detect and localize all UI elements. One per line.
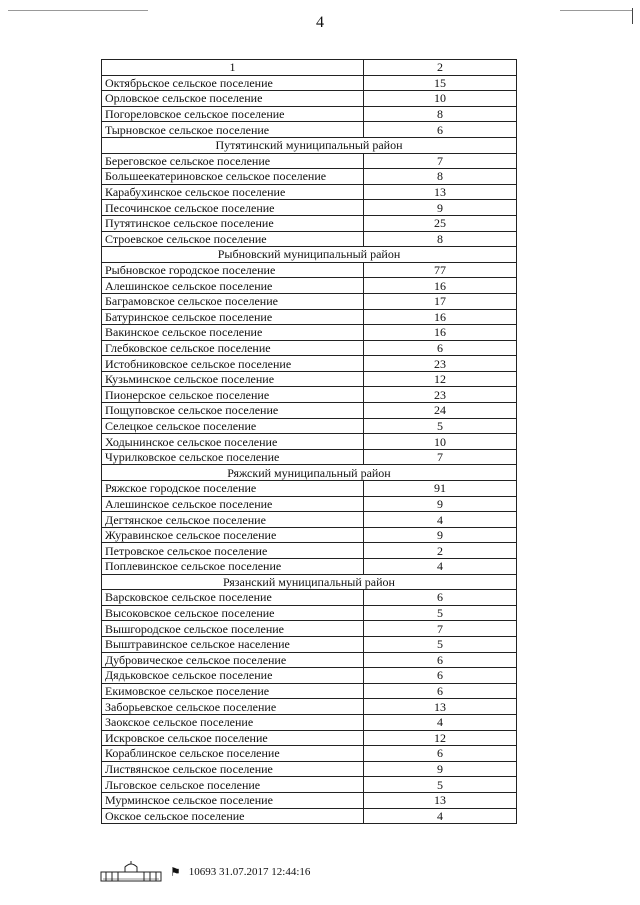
settlement-name: Дегтянское сельское поселение xyxy=(102,512,364,528)
table-row xyxy=(102,169,517,185)
section-row xyxy=(102,574,517,590)
table-row xyxy=(102,714,517,730)
settlement-count: 5 xyxy=(364,777,517,793)
table-row xyxy=(102,652,517,668)
column-header-1: 1 xyxy=(102,60,364,76)
settlement-name: Пионерское сельское поселение xyxy=(102,387,364,403)
table-row xyxy=(102,683,517,699)
table-row xyxy=(102,278,517,294)
settlement-count: 4 xyxy=(364,512,517,528)
settlement-count: 5 xyxy=(364,605,517,621)
table-row xyxy=(102,215,517,231)
settlement-count: 5 xyxy=(364,636,517,652)
table-row xyxy=(102,808,517,824)
settlement-name: Вышгородское сельское поселение xyxy=(102,621,364,637)
settlement-name: Вакинское сельское поселение xyxy=(102,325,364,341)
settlement-count: 6 xyxy=(364,340,517,356)
settlement-name: Журавинское сельское поселение xyxy=(102,527,364,543)
settlement-name: Селецкое сельское поселение xyxy=(102,418,364,434)
settlement-count: 9 xyxy=(364,496,517,512)
table-row xyxy=(102,106,517,122)
settlement-name: Дубровическое сельское поселение xyxy=(102,652,364,668)
settlement-name: Истобниковское сельское поселение xyxy=(102,356,364,372)
table-row xyxy=(102,184,517,200)
settlements-table xyxy=(101,59,517,824)
table-row xyxy=(102,403,517,419)
settlement-name: Алешинское сельское поселение xyxy=(102,278,364,294)
settlement-name: Путятинское сельское поселение xyxy=(102,215,364,231)
settlement-name: Екимовское сельское поселение xyxy=(102,683,364,699)
settlement-count: 6 xyxy=(364,683,517,699)
settlement-count: 8 xyxy=(364,169,517,185)
settlement-count: 13 xyxy=(364,792,517,808)
footer xyxy=(100,861,310,883)
settlement-name: Варсковское сельское поселение xyxy=(102,590,364,606)
duma-seal-icon xyxy=(100,861,162,883)
settlement-count: 7 xyxy=(364,449,517,465)
settlement-count: 10 xyxy=(364,434,517,450)
table-row xyxy=(102,559,517,575)
flag-icon: ⚑ xyxy=(170,865,181,879)
settlement-name: Выштравинское сельское население xyxy=(102,636,364,652)
settlement-name: Строевское сельское поселение xyxy=(102,231,364,247)
district-heading: Путятинский муниципальный район xyxy=(102,137,517,153)
settlement-name: Алешинское сельское поселение xyxy=(102,496,364,512)
settlement-name: Чурилковское сельское поселение xyxy=(102,449,364,465)
table-row xyxy=(102,481,517,497)
settlement-name: Погореловское сельское поселение xyxy=(102,106,364,122)
section-row xyxy=(102,247,517,263)
settlement-count: 6 xyxy=(364,668,517,684)
settlement-name: Льговское сельское поселение xyxy=(102,777,364,793)
settlement-name: Искровское сельское поселение xyxy=(102,730,364,746)
district-heading: Рыбновский муниципальный район xyxy=(102,247,517,263)
settlement-name: Высоковское сельское поселение xyxy=(102,605,364,621)
settlement-count: 4 xyxy=(364,559,517,575)
settlement-count: 12 xyxy=(364,730,517,746)
settlement-count: 24 xyxy=(364,403,517,419)
settlement-count: 9 xyxy=(364,200,517,216)
settlement-count: 23 xyxy=(364,356,517,372)
settlement-name: Тырновское сельское поселение xyxy=(102,122,364,138)
settlement-name: Рыбновское городское поселение xyxy=(102,262,364,278)
table-row xyxy=(102,761,517,777)
table-row xyxy=(102,792,517,808)
settlement-count: 91 xyxy=(364,481,517,497)
settlement-count: 6 xyxy=(364,122,517,138)
district-heading: Рязанский муниципальный район xyxy=(102,574,517,590)
table-row xyxy=(102,668,517,684)
settlement-name: Кузьминское сельское поселение xyxy=(102,371,364,387)
settlement-name: Карабухинское сельское поселение xyxy=(102,184,364,200)
table-row xyxy=(102,309,517,325)
table-row xyxy=(102,636,517,652)
settlement-count: 6 xyxy=(364,746,517,762)
settlement-count: 6 xyxy=(364,652,517,668)
table-row xyxy=(102,746,517,762)
settlement-count: 4 xyxy=(364,808,517,824)
settlement-name: Октябрьское сельское поселение xyxy=(102,75,364,91)
settlement-count: 23 xyxy=(364,387,517,403)
settlement-count: 17 xyxy=(364,293,517,309)
settlement-count: 6 xyxy=(364,590,517,606)
settlement-name: Листвянское сельское поселение xyxy=(102,761,364,777)
table-row xyxy=(102,122,517,138)
settlement-count: 7 xyxy=(364,621,517,637)
settlement-count: 5 xyxy=(364,418,517,434)
table-row xyxy=(102,200,517,216)
settlement-count: 77 xyxy=(364,262,517,278)
document-stamp: 10693 31.07.2017 12:44:16 xyxy=(188,866,311,878)
settlement-count: 10 xyxy=(364,91,517,107)
table-row xyxy=(102,590,517,606)
settlement-name: Баграмовское сельское поселение xyxy=(102,293,364,309)
table-row xyxy=(102,512,517,528)
table-row xyxy=(102,340,517,356)
settlement-name: Пощуповское сельское поселение xyxy=(102,403,364,419)
settlement-count: 15 xyxy=(364,75,517,91)
settlement-name: Батуринское сельское поселение xyxy=(102,309,364,325)
settlement-name: Окское сельское поселение xyxy=(102,808,364,824)
settlement-count: 16 xyxy=(364,278,517,294)
settlement-count: 2 xyxy=(364,543,517,559)
table-row xyxy=(102,730,517,746)
settlement-name: Большеекатериновское сельское поселение xyxy=(102,169,364,185)
table-row xyxy=(102,527,517,543)
table-row xyxy=(102,153,517,169)
settlement-count: 13 xyxy=(364,184,517,200)
column-header-2: 2 xyxy=(364,60,517,76)
table-row xyxy=(102,699,517,715)
table-row xyxy=(102,91,517,107)
table-row xyxy=(102,75,517,91)
top-rule-left xyxy=(8,10,148,11)
settlement-name: Ходынинское сельское поселение xyxy=(102,434,364,450)
table-header-row xyxy=(102,60,517,76)
table-row xyxy=(102,371,517,387)
settlement-name: Песочинское сельское поселение xyxy=(102,200,364,216)
settlement-name: Поплевинское сельское поселение xyxy=(102,559,364,575)
table-row xyxy=(102,418,517,434)
settlement-count: 9 xyxy=(364,527,517,543)
settlement-name: Заборьевское сельское поселение xyxy=(102,699,364,715)
district-heading: Ряжский муниципальный район xyxy=(102,465,517,481)
table-row xyxy=(102,293,517,309)
settlement-name: Мурминское сельское поселение xyxy=(102,792,364,808)
settlement-name: Глебковское сельское поселение xyxy=(102,340,364,356)
settlement-count: 7 xyxy=(364,153,517,169)
table-row xyxy=(102,449,517,465)
top-rule-right xyxy=(560,10,632,11)
settlement-count: 25 xyxy=(364,215,517,231)
table-row xyxy=(102,387,517,403)
settlement-count: 12 xyxy=(364,371,517,387)
settlement-count: 8 xyxy=(364,106,517,122)
section-row xyxy=(102,465,517,481)
settlement-count: 13 xyxy=(364,699,517,715)
settlement-name: Дядьковское сельское поселение xyxy=(102,668,364,684)
table-row xyxy=(102,605,517,621)
settlement-count: 4 xyxy=(364,714,517,730)
settlement-count: 8 xyxy=(364,231,517,247)
settlement-name: Береговское сельское поселение xyxy=(102,153,364,169)
settlement-name: Петровское сельское поселение xyxy=(102,543,364,559)
settlement-count: 9 xyxy=(364,761,517,777)
table-row xyxy=(102,621,517,637)
table-row xyxy=(102,434,517,450)
settlement-name: Ряжское городское поселение xyxy=(102,481,364,497)
table-row xyxy=(102,231,517,247)
page-number: 4 xyxy=(316,14,324,31)
table-row xyxy=(102,777,517,793)
table-row xyxy=(102,262,517,278)
section-row xyxy=(102,137,517,153)
table-row xyxy=(102,325,517,341)
settlement-name: Заокское сельское поселение xyxy=(102,714,364,730)
settlement-count: 16 xyxy=(364,325,517,341)
table-row xyxy=(102,496,517,512)
table-row xyxy=(102,543,517,559)
settlement-name: Кораблинское сельское поселение xyxy=(102,746,364,762)
settlement-name: Орловское сельское поселение xyxy=(102,91,364,107)
settlement-count: 16 xyxy=(364,309,517,325)
table-row xyxy=(102,356,517,372)
